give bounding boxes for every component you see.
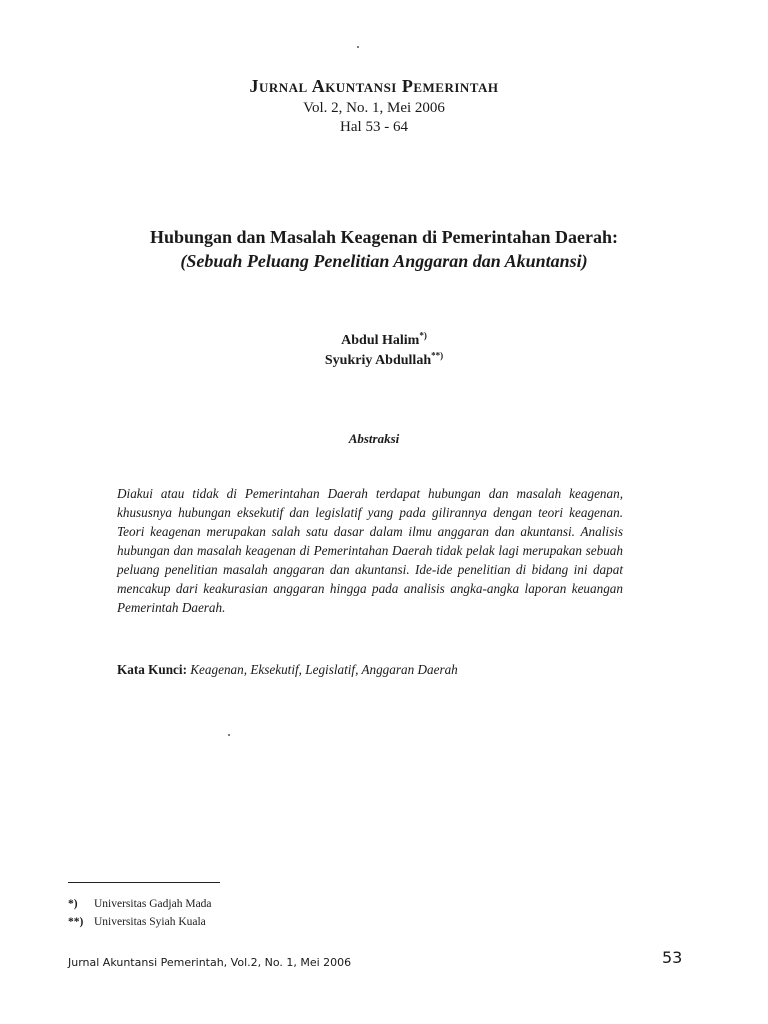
article-subtitle: (Sebuah Peluang Penelitian Anggaran dan Akuntansi): [180, 251, 588, 271]
scan-speck: [357, 46, 359, 48]
author-affiliation-mark: *): [419, 330, 427, 341]
abstract-text: Diakui atau tidak di Pemerintahan Daerah terdapat hubungan dan masalah keagenan, khususnya hubungan eksekutif dan legislatif yang pada gilirannya dengan teori keagenan. Teori keagenan merupakan salah satu dasar dalam ilmu anggaran dan akuntansi. Analisis hubungan dan masalah keagenan di Pemerintahan Daerah tidak pelak lagi merupakan sebuah peluang penelitian masalah anggaran dan akuntansi. Ide-ide penelitian di bidang ini dapat mencakup dari keakurasian anggaran hingga pada analisis angka-angka laporan keuangan Pemerintah Daerah.: [117, 486, 623, 615]
keywords-label: Kata Kunci:: [117, 662, 187, 677]
author-name: Abdul Halim: [341, 333, 420, 348]
article-title: Hubungan dan Masalah Keagenan di Pemerintahan Daerah:: [149, 227, 619, 247]
footnote-mark: *): [68, 898, 78, 910]
abstract-heading: Abstraksi: [348, 431, 400, 446]
scan-speck: [228, 734, 230, 736]
journal-name: Jurnal Akuntansi Pemerintah: [249, 76, 499, 96]
author-1: [0, 330, 768, 349]
footnote-1: [68, 898, 212, 910]
page-number: 53: [662, 948, 683, 967]
footnote-2: [68, 916, 206, 928]
footnote-divider: [68, 882, 220, 883]
keywords: [117, 662, 637, 678]
footnote-text: Universitas Gadjah Mada: [94, 898, 212, 910]
author-affiliation-mark: **): [431, 350, 444, 361]
footnote-text: Universitas Syiah Kuala: [94, 916, 206, 928]
keywords-values: Keagenan, Eksekutif, Legislatif, Anggaran Daerah: [190, 662, 458, 677]
footnote-mark: **): [68, 916, 84, 928]
running-footer: Jurnal Akuntansi Pemerintah, Vol.2, No. 1, Mei 2006: [68, 956, 352, 969]
journal-volume: Vol. 2, No. 1, Mei 2006: [303, 100, 445, 116]
author-2: [0, 350, 768, 369]
author-name: Syukriy Abdullah: [324, 353, 432, 368]
journal-page-range: Hal 53 - 64: [340, 119, 408, 135]
